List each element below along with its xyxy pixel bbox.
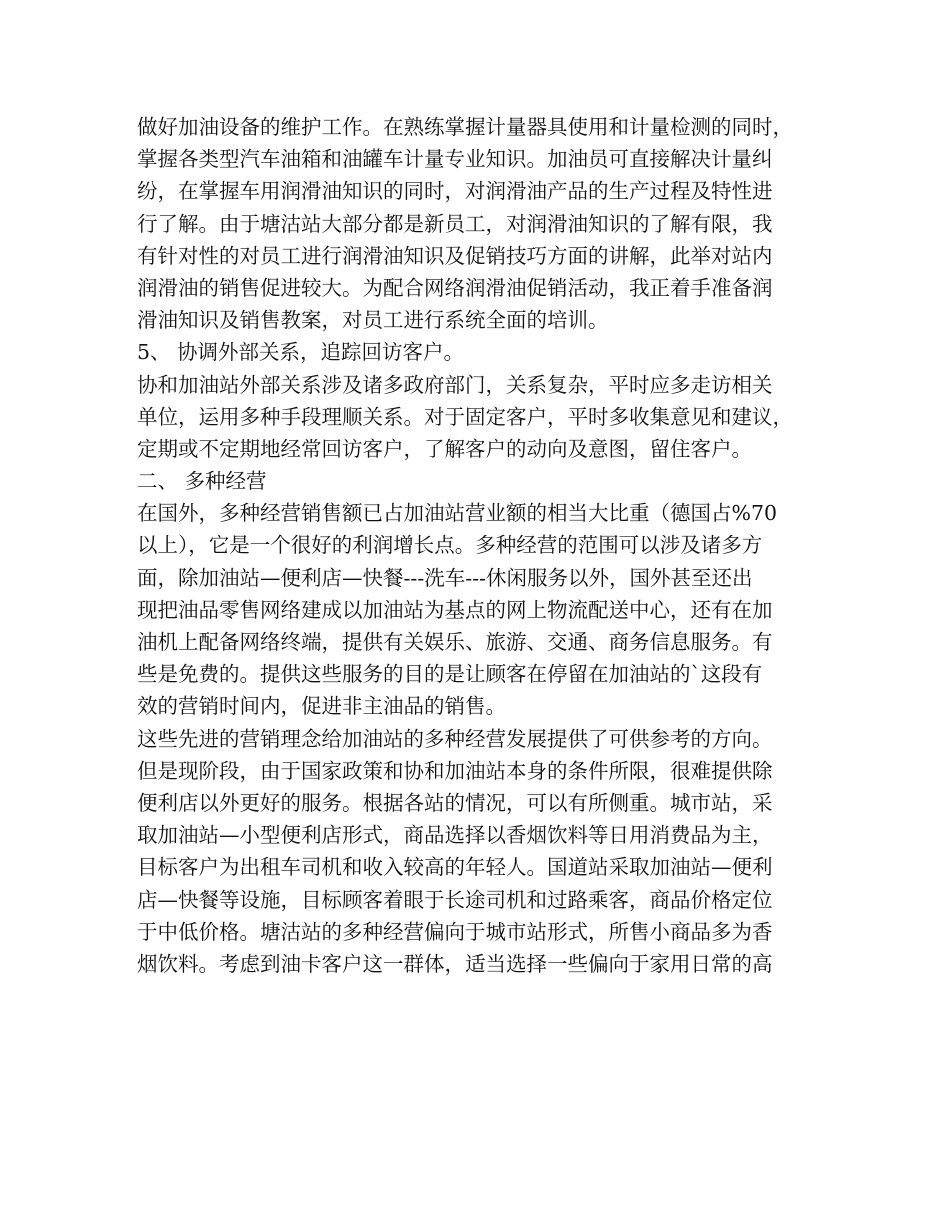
text-line: 润滑油的销售促进较大。为配合网络润滑油促销活动，我正着手准备润 — [137, 275, 773, 300]
text-line: 于中低价格。塘沽站的多种经营偏向于城市站形式，所售小商品多为香 — [137, 919, 773, 944]
section-heading: 二、 多种经营 — [137, 469, 267, 494]
text-line: 滑油知识及销售教案，对员工进行系统全面的培训。 — [137, 308, 609, 333]
text-line: 油机上配备网络终端，提供有关娱乐、旅游、交通、商务信息服务。有 — [137, 630, 773, 654]
text-line: 店—快餐等设施，目标顾客着眼于长途司机和过路乘客，商品价格定位 — [137, 887, 773, 912]
text-line: 但是现阶段，由于国家政策和协和加油站本身的条件所限，很难提供除 — [137, 758, 773, 783]
text-line: 烟饮料。考虑到油卡客户这一群体，适当选择一些偏向于家用日常的高 — [137, 951, 773, 976]
text-line: 单位，运用多种手段理顺关系。对于固定客户，平时多收集意见和建议， — [137, 404, 793, 429]
document-body — [137, 111, 827, 980]
text-line: 面，除加油站—便利店—快餐---洗车---休闲服务以外，国外甚至还出 — [137, 565, 753, 590]
text-line: 做好加油设备的维护工作。在熟练掌握计量器具使用和计量检测的同时， — [137, 115, 793, 139]
text-line: 纷，在掌握车用润滑油知识的同时，对润滑油产品的生产过程及特性进 — [137, 179, 773, 204]
text-line: 现把油品零售网络建成以加油站为基点的网上物流配送中心，还有在加 — [137, 597, 773, 622]
text-line: 协和加油站外部关系涉及诸多政府部门，关系复杂，平时应多走访相关 — [137, 372, 773, 397]
text-line: 目标客户为出租车司机和收入较高的年轻人。国道站采取加油站—便利 — [137, 855, 773, 880]
text-line: 这些先进的营销理念给加油站的多种经营发展提供了可供参考的方向。 — [137, 726, 773, 751]
section-heading: 5、 协调外部关系，追踪回访客户。 — [137, 340, 465, 365]
text-line: 些是免费的。提供这些服务的目的是让顾客在停留在加油站的`这段有 — [137, 662, 763, 687]
text-line: 行了解。由于塘沽站大部分都是新员工，对润滑油知识的了解有限，我 — [137, 211, 773, 236]
text-line: 效的营销时间内，促进非主油品的销售。 — [137, 694, 506, 719]
text-line: 有针对性的对员工进行润滑油知识及促销技巧方面的讲解，此举对站内 — [137, 243, 773, 268]
text-line: 掌握各类型汽车油箱和油罐车计量专业知识。加油员可直接解决计量纠 — [137, 147, 773, 172]
text-line: 便利店以外更好的服务。根据各站的情况，可以有所侧重。城市站，采 — [137, 790, 773, 815]
text-line: 取加油站—小型便利店形式，商品选择以香烟饮料等日用消费品为主， — [137, 823, 773, 848]
text-line: 在国外，多种经营销售额已占加油站营业额的相当大比重（德国占%70 — [137, 501, 778, 526]
text-line: 以上），它是一个很好的利润增长点。多种经营的范围可以涉及诸多方 — [137, 533, 763, 558]
text-line: 定期或不定期地经常回访客户，了解客户的动向及意图，留住客户。 — [137, 436, 752, 461]
